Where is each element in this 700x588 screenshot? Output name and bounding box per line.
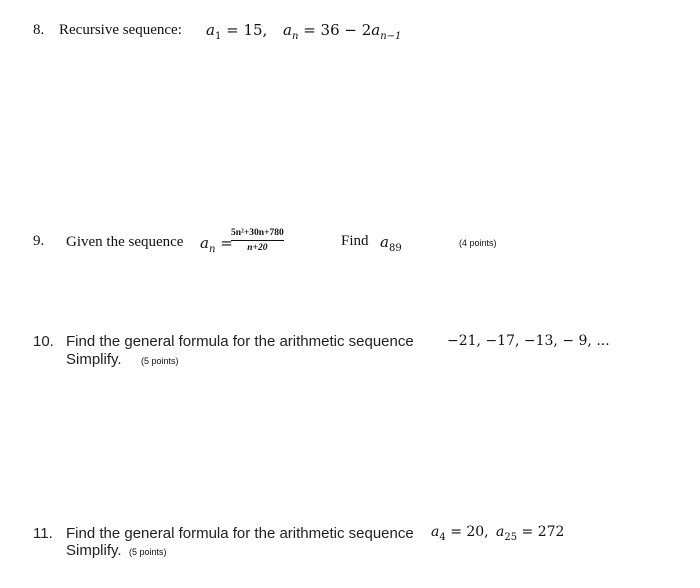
- q9-find-var: a: [380, 233, 389, 251]
- q10-points: (5 points): [141, 356, 179, 366]
- q10-text: Find the general formula for the arithmetic sequence: [66, 333, 414, 350]
- q9-fraction: [231, 228, 284, 253]
- q11-a4-sub: 4: [439, 532, 446, 543]
- q11-a25-expression: [496, 524, 564, 543]
- q9-label: Given the sequence: [66, 234, 184, 250]
- q10-simplify: Simplify.: [66, 351, 122, 368]
- q8-an-sub: n: [291, 31, 299, 42]
- q9-find-sub: 89: [388, 243, 402, 254]
- q9-eq: =: [220, 234, 233, 252]
- q11-a25-var: a: [496, 524, 505, 540]
- q8-an-rhs-var: a: [371, 21, 381, 39]
- q9-fraction-bar: [231, 240, 284, 241]
- q8-a1-sub: 1: [214, 31, 222, 42]
- q11-a4-eq: = 20,: [450, 524, 489, 540]
- q11-points: (5 points): [129, 547, 167, 557]
- q9-find-label: Find: [341, 233, 369, 249]
- q10-number: 10.: [33, 333, 54, 350]
- q8-a1-var: a: [206, 21, 215, 39]
- q9-an-var: a: [200, 234, 209, 252]
- q9-denominator: n+20: [247, 243, 268, 253]
- q10-sequence: −21, −17, −13, − 9, ...: [447, 333, 610, 349]
- q8-number: 8.: [33, 22, 45, 38]
- q9-points: (4 points): [459, 238, 497, 248]
- q11-number: 11.: [33, 525, 53, 542]
- q9-an-lhs: [200, 234, 233, 255]
- q9-an-sub: n: [208, 244, 216, 255]
- q11-a25-sub: 25: [504, 532, 518, 543]
- q11-simplify: Simplify.: [66, 542, 122, 559]
- q11-a4-expression: [431, 524, 489, 543]
- q9-number: 9.: [33, 233, 45, 249]
- q8-an-expression: [283, 21, 401, 42]
- q8-a1-expression: [206, 21, 267, 42]
- q11-a4-var: a: [431, 524, 440, 540]
- q8-an-eq: = 36 − 2: [303, 21, 372, 39]
- q11-text: Find the general formula for the arithmetic sequence: [66, 525, 414, 542]
- q8-an-rhs-sub: n−1: [380, 31, 402, 42]
- q11-a25-eq: = 272: [521, 524, 565, 540]
- q8-an-var: a: [283, 21, 292, 39]
- q8-label: Recursive sequence:: [59, 22, 182, 38]
- q8-a1-eq: = 15,: [226, 21, 268, 39]
- q9-numerator: 5n²+30n+780: [231, 228, 284, 238]
- q9-find-target: [380, 233, 402, 254]
